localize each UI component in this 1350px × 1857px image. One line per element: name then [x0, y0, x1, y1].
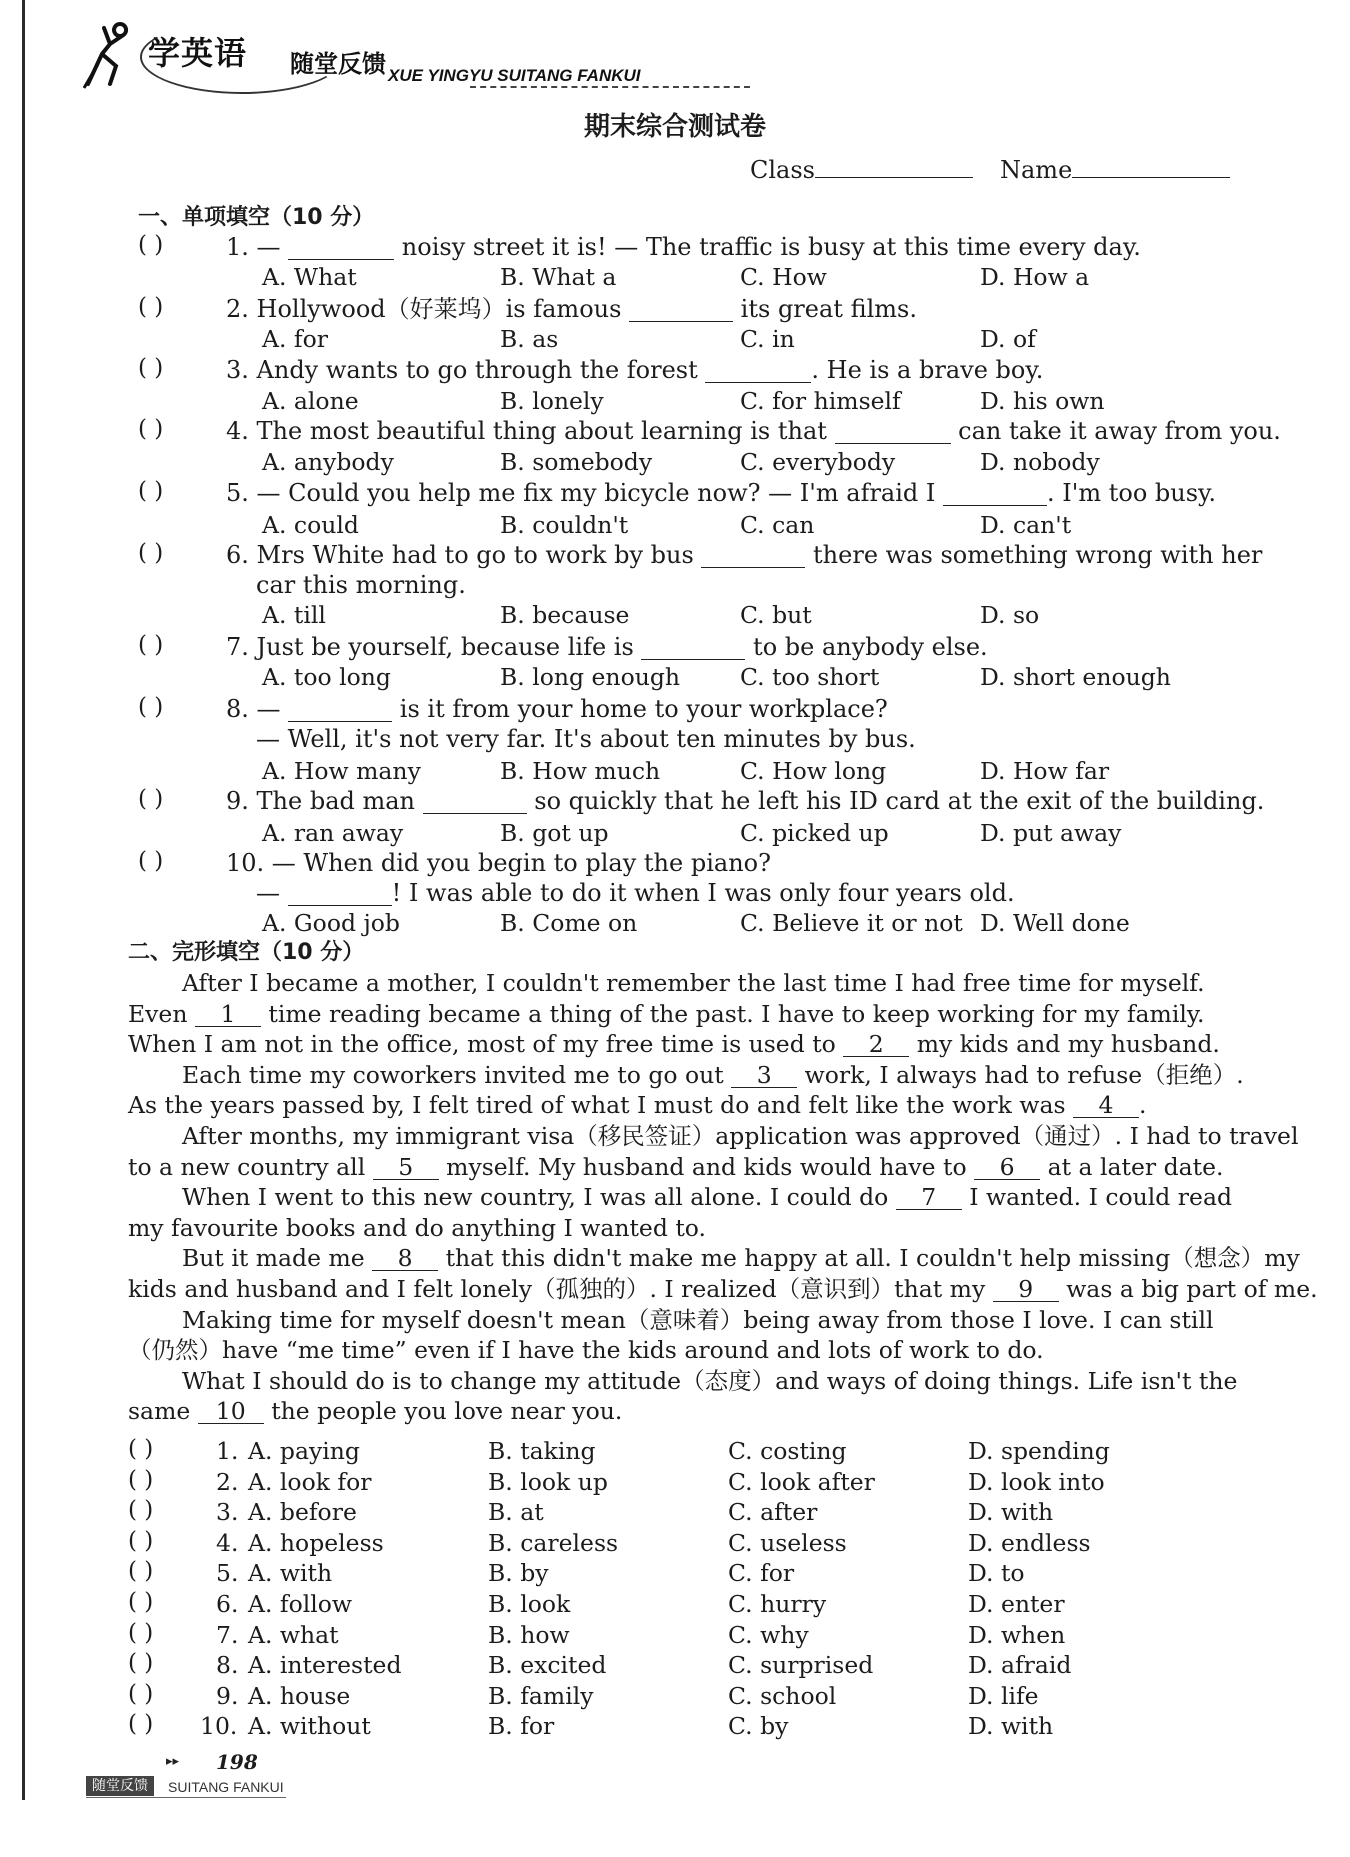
option-a[interactable]: A. interested — [248, 1651, 402, 1679]
option-d[interactable]: D. with — [968, 1712, 1054, 1740]
option-a[interactable]: A. with — [248, 1559, 333, 1587]
question-text: so quickly that he left his ID card at the exit of the building. — [526, 787, 1265, 815]
page-number: 198 — [216, 1750, 258, 1774]
option-c[interactable]: C. but — [740, 601, 812, 629]
answer-paren[interactable]: ( ) — [138, 416, 164, 442]
runner-logo-icon — [80, 14, 140, 90]
answer-blank[interactable] — [943, 481, 1047, 506]
name-label: Name — [1000, 156, 1073, 184]
option-b[interactable]: B. long enough — [500, 663, 681, 691]
option-b[interactable]: B. for — [488, 1712, 555, 1740]
cloze-blank-10[interactable]: 10 — [198, 1399, 264, 1424]
question-text: The most beautiful thing about learning is that — [256, 417, 835, 445]
question-stem-line2 — [256, 878, 1015, 908]
option-d[interactable]: D. life — [968, 1682, 1039, 1710]
passage-text: same — [128, 1397, 198, 1425]
question-text: to be anybody else. — [745, 633, 988, 661]
option-c[interactable]: C. hurry — [728, 1590, 827, 1618]
option-c[interactable]: C. surprised — [728, 1651, 874, 1679]
passage-text: at a later date. — [1040, 1153, 1224, 1181]
passage-text: When I am not in the office, most of my free time is used to — [128, 1030, 844, 1058]
answer-paren[interactable]: ( ) — [128, 1436, 154, 1462]
question-text: — — [256, 879, 288, 907]
question-number: 5. — [226, 479, 257, 507]
answer-paren[interactable]: ( ) — [128, 1467, 154, 1493]
question-text: — — [256, 233, 289, 261]
passage-text: to a new country all — [128, 1153, 373, 1181]
answer-paren[interactable]: ( ) — [138, 694, 164, 720]
answer-paren[interactable]: ( ) — [138, 478, 164, 504]
option-c[interactable]: C. can — [740, 511, 815, 539]
cloze-blank-4[interactable]: 4 — [1073, 1093, 1139, 1118]
page-title: 期末综合测试卷 — [583, 112, 766, 142]
option-b[interactable]: B. somebody — [500, 448, 653, 476]
question-text: — — [256, 695, 289, 723]
name-blank[interactable] — [1072, 177, 1230, 178]
option-a[interactable]: A. ran away — [262, 819, 404, 847]
passage-line — [128, 1090, 1147, 1120]
option-b[interactable]: B. family — [488, 1682, 594, 1710]
question-number: 10. — [200, 1712, 238, 1740]
question-stem — [226, 786, 1264, 816]
option-d[interactable]: D. can't — [980, 511, 1072, 539]
option-c[interactable]: C. look after — [728, 1468, 875, 1496]
option-c[interactable]: C. school — [728, 1682, 837, 1710]
passage-text: the people you love near you. — [263, 1397, 623, 1425]
option-d[interactable]: D. How a — [980, 263, 1090, 291]
option-b[interactable]: B. careless — [488, 1529, 619, 1557]
option-a[interactable]: A. what — [248, 1621, 339, 1649]
option-b[interactable]: B. How much — [500, 757, 661, 785]
option-c[interactable]: C. for — [728, 1559, 795, 1587]
answer-paren[interactable]: ( ) — [138, 848, 164, 874]
option-c[interactable]: C. for himself — [740, 387, 901, 415]
question-stem — [226, 416, 1281, 446]
passage-text: . — [1139, 1091, 1147, 1119]
option-d[interactable]: D. short enough — [980, 663, 1171, 691]
answer-blank[interactable] — [288, 697, 392, 722]
header-title-cn: 学英语 — [148, 34, 248, 72]
question-text: is it from your home to your workplace? — [392, 695, 888, 723]
question-text: Just be yourself, because life is — [256, 633, 642, 661]
option-a[interactable]: A. before — [248, 1498, 357, 1526]
passage-line — [182, 968, 1205, 998]
option-d[interactable]: D. How far — [980, 757, 1110, 785]
cloze-blank-1[interactable]: 1 — [195, 1002, 261, 1027]
passage-text: As the years passed by, I felt tired of what I must do and felt like the work was — [128, 1091, 1074, 1119]
answer-blank[interactable] — [423, 789, 527, 814]
question-number: 6. — [226, 541, 257, 569]
passage-text: time reading became a thing of the past. I have to keep working for my family. — [260, 1000, 1205, 1028]
question-text: there was something wrong with her — [805, 541, 1263, 569]
option-b[interactable]: B. excited — [488, 1651, 607, 1679]
option-a[interactable]: A. What — [262, 263, 357, 291]
option-d[interactable]: D. put away — [980, 819, 1122, 847]
option-c[interactable]: C. after — [728, 1498, 818, 1526]
option-d[interactable]: D. nobody — [980, 448, 1100, 476]
cloze-blank-8[interactable]: 8 — [372, 1246, 438, 1271]
cloze-blank-7[interactable]: 7 — [896, 1185, 962, 1210]
passage-line — [182, 1305, 1213, 1335]
option-b[interactable]: B. couldn't — [500, 511, 629, 539]
header-title-en: XUE YINGYU SUITANG FANKUI — [388, 66, 641, 85]
passage-text: my favourite books and do anything I wanted to. — [128, 1214, 706, 1242]
question-stem-continued: — Well, it's not very far. It's about ten minutes by bus. — [256, 725, 916, 753]
option-b[interactable]: B. taking — [488, 1437, 596, 1465]
option-d[interactable]: D. to — [968, 1559, 1025, 1587]
passage-text: After I became a mother, I couldn't remember the last time I had free time for myself. — [182, 969, 1205, 997]
passage-text: that this didn't make me happy at all. I couldn't help missing（想念）my — [438, 1244, 1300, 1272]
footer-arrows-icon: ▸▸ — [166, 1754, 180, 1769]
option-a[interactable]: A. follow — [248, 1590, 353, 1618]
passage-line — [182, 1182, 1232, 1212]
option-c[interactable]: C. too short — [740, 663, 880, 691]
option-b[interactable]: B. because — [500, 601, 630, 629]
option-c[interactable]: C. picked up — [740, 819, 889, 847]
question-number: 5. — [216, 1559, 239, 1587]
answer-paren[interactable]: ( ) — [128, 1528, 154, 1554]
option-a[interactable]: A. anybody — [262, 448, 394, 476]
option-d[interactable]: D. his own — [980, 387, 1105, 415]
answer-paren[interactable]: ( ) — [128, 1681, 154, 1707]
answer-paren[interactable]: ( ) — [138, 232, 164, 258]
option-a[interactable]: A. alone — [262, 387, 359, 415]
option-d[interactable]: D. so — [980, 601, 1040, 629]
answer-paren[interactable]: ( ) — [138, 294, 164, 320]
option-d[interactable]: D. with — [968, 1498, 1054, 1526]
option-a[interactable]: A. How many — [262, 757, 421, 785]
passage-text: was a big part of me. — [1058, 1275, 1318, 1303]
option-c[interactable]: C. How long — [740, 757, 887, 785]
passage-line — [128, 999, 1205, 1029]
option-a[interactable]: A. house — [248, 1682, 351, 1710]
answer-blank[interactable] — [705, 358, 811, 383]
option-a[interactable]: A. hopeless — [248, 1529, 384, 1557]
question-text: its great films. — [733, 295, 917, 323]
option-d[interactable]: D. enter — [968, 1590, 1065, 1618]
passage-text: my kids and my husband. — [909, 1030, 1220, 1058]
question-text: ! I was able to do it when I was only four years old. — [391, 879, 1015, 907]
passage-text: Even — [128, 1000, 195, 1028]
option-b[interactable]: B. look up — [488, 1468, 608, 1496]
option-b[interactable]: B. lonely — [500, 387, 604, 415]
passage-line — [182, 1121, 1298, 1151]
option-d[interactable]: D. of — [980, 325, 1036, 353]
option-b[interactable]: B. What a — [500, 263, 617, 291]
answer-blank[interactable] — [288, 881, 392, 906]
question-text: — When did you begin to play the piano? — [271, 849, 771, 877]
answer-paren[interactable]: ( ) — [128, 1620, 154, 1646]
option-d[interactable]: D. afraid — [968, 1651, 1072, 1679]
option-a[interactable]: A. could — [262, 511, 359, 539]
passage-text: When I went to this new country, I was all alone. I could do — [182, 1183, 896, 1211]
section2-heading: 二、完形填空（10 分） — [128, 940, 365, 965]
answer-paren[interactable]: ( ) — [128, 1711, 154, 1737]
passage-line — [182, 1366, 1237, 1396]
option-b[interactable]: B. as — [500, 325, 559, 353]
class-field — [750, 156, 973, 184]
answer-blank[interactable] — [835, 419, 951, 444]
answer-paren[interactable]: ( ) — [138, 355, 164, 381]
question-number: 2. — [226, 295, 257, 323]
option-b[interactable]: B. look — [488, 1590, 571, 1618]
option-c[interactable]: C. costing — [728, 1437, 847, 1465]
option-a[interactable]: A. without — [248, 1712, 371, 1740]
footer-rule — [86, 1797, 286, 1798]
passage-text: Each time my coworkers invited me to go out — [182, 1061, 732, 1089]
answer-paren[interactable]: ( ) — [138, 632, 164, 658]
option-c[interactable]: C. in — [740, 325, 795, 353]
question-stem — [226, 232, 1141, 262]
question-stem — [226, 694, 888, 724]
passage-text: （仍然）have “me time” even if I have the kids around and lots of work to do. — [128, 1336, 1044, 1364]
option-c[interactable]: C. useless — [728, 1529, 847, 1557]
passage-text: kids and husband and I felt lonely（孤独的）. I realized（意识到）that my — [128, 1275, 993, 1303]
answer-paren[interactable]: ( ) — [128, 1558, 154, 1584]
question-number: 9. — [226, 787, 257, 815]
option-b[interactable]: B. how — [488, 1621, 570, 1649]
binding-line — [22, 0, 25, 1800]
footer-text: SUITANG FANKUI — [168, 1779, 284, 1795]
question-number: 2. — [216, 1468, 239, 1496]
option-a[interactable]: A. for — [262, 325, 328, 353]
answer-paren[interactable]: ( ) — [128, 1589, 154, 1615]
header-dash-line — [470, 86, 750, 88]
answer-blank[interactable] — [629, 297, 733, 322]
section1-heading: 一、单项填空（10 分） — [138, 205, 375, 230]
option-d[interactable]: D. look into — [968, 1468, 1105, 1496]
option-c[interactable]: C. why — [728, 1621, 809, 1649]
question-text: Mrs White had to go to work by bus — [256, 541, 702, 569]
question-stem — [226, 632, 988, 662]
question-text: . I'm too busy. — [1047, 479, 1217, 507]
option-b[interactable]: B. Come on — [500, 909, 638, 937]
answer-blank[interactable] — [701, 543, 805, 568]
question-number: 7. — [226, 633, 257, 661]
cloze-blank-6[interactable]: 6 — [974, 1155, 1040, 1180]
question-stem-continued: car this morning. — [256, 571, 466, 599]
passage-line — [128, 1335, 1044, 1365]
header-subtitle-cn: 随堂反馈 — [290, 50, 386, 78]
cloze-blank-5[interactable]: 5 — [373, 1155, 439, 1180]
question-text: Hollywood（好莱坞）is famous — [256, 295, 630, 323]
option-d[interactable]: D. Well done — [980, 909, 1130, 937]
question-text: The bad man — [256, 787, 423, 815]
page-header — [80, 14, 680, 94]
question-text: can take it away from you. — [950, 417, 1281, 445]
passage-line — [182, 1060, 1244, 1090]
class-label: Class — [750, 156, 815, 184]
passage-line — [128, 1274, 1318, 1304]
passage-text: work, I always had to refuse（拒绝）. — [797, 1061, 1244, 1089]
class-blank[interactable] — [815, 177, 973, 178]
question-stem — [226, 478, 1216, 508]
question-number: 8. — [216, 1651, 239, 1679]
answer-blank[interactable] — [641, 635, 745, 660]
passage-text: What I should do is to change my attitude（态度）and ways of doing things. Life isn't the — [182, 1367, 1238, 1395]
option-c[interactable]: C. by — [728, 1712, 789, 1740]
passage-text: Making time for myself doesn't mean（意味着）being away from those I love. I can still — [182, 1306, 1214, 1334]
question-text: Andy wants to go through the forest — [256, 356, 706, 384]
passage-text: After months, my immigrant visa（移民签证）application was approved（通过）. I had to travel — [182, 1122, 1299, 1150]
question-stem — [226, 294, 917, 324]
passage-line — [128, 1029, 1220, 1059]
answer-paren[interactable]: ( ) — [128, 1650, 154, 1676]
option-a[interactable]: A. too long — [262, 663, 391, 691]
question-number: 7. — [216, 1621, 239, 1649]
option-d[interactable]: D. when — [968, 1621, 1066, 1649]
cloze-blank-3[interactable]: 3 — [731, 1063, 797, 1088]
option-a[interactable]: A. till — [262, 601, 326, 629]
footer-badge: 随堂反馈 — [86, 1776, 154, 1796]
option-a[interactable]: A. look for — [248, 1468, 372, 1496]
option-b[interactable]: B. at — [488, 1498, 544, 1526]
answer-paren[interactable]: ( ) — [138, 540, 164, 566]
question-stem — [226, 540, 1262, 570]
question-number: 6. — [216, 1590, 239, 1618]
question-text: . He is a brave boy. — [811, 356, 1044, 384]
question-stem — [226, 848, 771, 878]
option-a[interactable]: A. Good job — [262, 909, 400, 937]
question-number: 1. — [226, 233, 257, 261]
option-c[interactable]: C. How — [740, 263, 827, 291]
passage-line — [128, 1396, 622, 1426]
answer-paren[interactable]: ( ) — [138, 786, 164, 812]
question-number: 10. — [226, 849, 272, 877]
passage-text: I wanted. I could read — [961, 1183, 1233, 1211]
passage-text: But it made me — [182, 1244, 373, 1272]
option-a[interactable]: A. paying — [248, 1437, 360, 1465]
passage-line — [182, 1243, 1300, 1273]
option-b[interactable]: B. by — [488, 1559, 549, 1587]
cloze-blank-2[interactable]: 2 — [843, 1032, 909, 1057]
name-field — [1000, 156, 1230, 184]
option-c[interactable]: C. Believe it or not — [740, 909, 963, 937]
option-d[interactable]: D. spending — [968, 1437, 1110, 1465]
question-number: 3. — [226, 356, 257, 384]
passage-line — [128, 1152, 1223, 1182]
question-number: 8. — [226, 695, 257, 723]
question-number: 4. — [216, 1529, 239, 1557]
question-number: 9. — [216, 1682, 239, 1710]
answer-blank[interactable] — [288, 235, 394, 260]
cloze-blank-9[interactable]: 9 — [993, 1277, 1059, 1302]
option-b[interactable]: B. got up — [500, 819, 609, 847]
question-number: 3. — [216, 1498, 239, 1526]
answer-paren[interactable]: ( ) — [128, 1497, 154, 1523]
passage-line — [128, 1213, 706, 1243]
option-d[interactable]: D. endless — [968, 1529, 1091, 1557]
question-text: noisy street it is! — The traffic is busy at this time every day. — [394, 233, 1141, 261]
option-c[interactable]: C. everybody — [740, 448, 896, 476]
question-text: — Could you help me fix my bicycle now? — I'm afraid I — [256, 479, 944, 507]
question-stem — [226, 355, 1043, 385]
passage-text: myself. My husband and kids would have to — [438, 1153, 975, 1181]
question-number: 4. — [226, 417, 257, 445]
question-number: 1. — [216, 1437, 239, 1465]
